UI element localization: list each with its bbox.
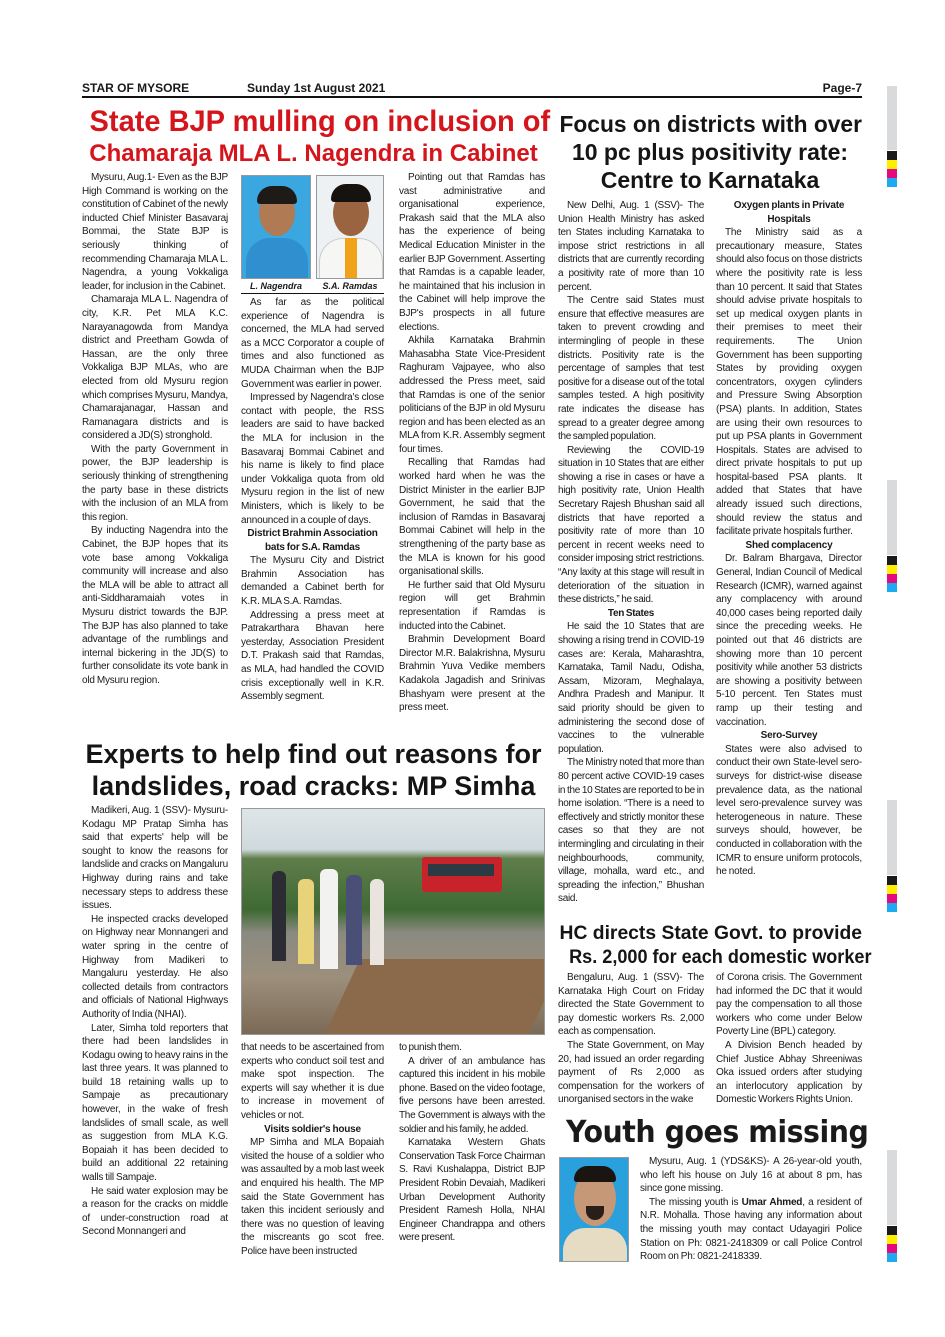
simha-column-2 [241,1041,384,1259]
missing-paragraph: Mysuru, Aug. 1 (YDS&KS)- A 26-year-old youth, who left his house on July 16 at about 8 pm, has since gone missing. [640,1156,862,1195]
registration-black [887,876,897,885]
paragraph: With the party Government in power, the BJP leadership is seriously thinking of strengthening the party base in these districts with the inclusion of an MLA from this region. [82,443,228,523]
registration-gray [887,1150,897,1225]
registration-cyan [887,903,897,912]
paragraph: He inspected cracks developed on Highway near Monnangeri and water spring in the centre of Highway from Madikeri to Mangaluru yesterday. He also collected details from contractors and officials of National Highways Authority of India (NHAI). [82,913,228,1020]
paragraph: He said the 10 States that are showing a rising trend in COVID-19 cases are: Kerala, Maharashtra, Karnataka, Tamil Nadu, Odisha, Assam, Mizoram, Meghalaya, Andhra Pradesh and Manipur. It said priority should be given to administering the second dose of vaccines to the vulnerable population. [558,621,704,755]
paragraph: Reviewing the COVID-19 situation in 10 States that are either showing a rise in cases or have a high positivity rate, Union Health Secretary Rajesh Bhushan said all districts that have reported a positivity rate of more than 10 percent in recent weeks need to consider imposing strict restrictions. “Any laxity at this stage will result in deterioration of the situation in these districts,” he said. [558,444,704,606]
paragraph: He said water explosion may be a reason for the cracks on middle of under-construction road at Second Monnangeri and [82,1185,228,1238]
photo-caption: L. Nagendra [249,281,302,291]
paragraph: A Division Bench headed by Chief Justice Abhay Shreeniwas Oka issued orders after studying an interlocutory application by Domestic Workers Rights Union. [716,1039,862,1106]
paragraph: A driver of an ambulance has captured this incident in his mobile phone. Based on the video footage, five persons have been arrested. The Government is always with the soldier and his family, he added. [399,1055,545,1135]
paragraph: The Mysuru City and District Brahmin Association has demanded a Cabinet berth for K.R. MLA S.A. Ramdas. [241,555,384,608]
registration-magenta [887,894,897,903]
paragraph: Akhila Karnataka Brahmin Mahasabha State Vice-President Raghuram Vajpayee, who also addressed the Press meet, said that Ramdas is one of the senior politicians of the BJP in old Mysuru region and has been elected as an MLA from K.R. Assembly segment four times. [399,335,545,455]
paragraph: Pointing out that Ramdas has vast administrative and organisational experience, Prakash said that the MLA also has the experience of being Medical Education Minister in the earlier BJP Government. Asserting that Ramdas is a capable leader, he maintained that his inclusion in the Cabinet will help improve the BJP's prospects in all future elections. [399,172,545,333]
paragraph: As far as the political experience of Nagendra is concerned, the MLA had served as a MCC Corporator a couple of times and also functioned as MUDA Chairman when the BJP Government was earlier in power. [241,297,384,390]
registration-yellow [887,565,897,574]
issue-date: Sunday 1st August 2021 [247,81,386,95]
newspaper-name: STAR OF MYSORE [82,81,190,95]
bjp-headline [82,104,551,140]
paragraph: Dr. Balram Bhargava, Director General, Indian Council of Medical Research (ICMR), warned against any complacency with around 40,000 cases being reported daily since the preceding weeks. He pointed out that 46 districts are showing more than 10 percent positivity while another 53 districts are showing a positivity between 5-10 percent. Ten States must ramp up their testing and vaccination. [716,553,862,728]
registration-yellow [887,1235,897,1244]
missing-youth-photo [559,1157,629,1262]
paragraph: Mysuru, Aug.1- Even as the BJP High Command is working on the constitution of Cabinet of the newly inducted Chief Minister Basavaraj Bommai, the State BJP is seriously thinking of recommending Chamaraja MLA L. Nagendra, a young Vokkaliga leader, for inclusion in the Cabinet. [82,172,228,292]
headline-line: State BJP mulling on inclusion of [89,105,551,138]
paragraph: He further said that Old Mysuru region will get Brahmin representation if Ramdas is inducted into the Cabinet. [399,579,545,632]
caption-rule [241,293,384,294]
covid-headline [558,110,862,194]
registration-black [887,1226,897,1235]
headline-line: Youth goes missing [565,1115,869,1150]
bjp-column-2 [241,296,384,704]
covid-column-2 [716,199,862,879]
registration-cyan [887,178,897,187]
paragraph: By inducting Nagendra into the Cabinet, the BJP hopes that its vote base among Vokkaliga community will increase and also the MLA will be able to attract all anti-Siddharamaiah votes in Mysuru district towards the BJP. The BJP has also planned to take advantage of the rumblings and internal bickering in the JD(S) to further consolidate its vote bank in old Mysuru region. [82,525,228,686]
page-number: Page-7 [822,81,862,95]
paragraph: Chamaraja MLA L. Nagendra of city, K.R. Pet MLA K.C. Narayanagowda from Mandya district and Preetham Gowda of Hassan, are the only three Vokkaliga BJP MLAs, who are elected from old Mysuru region which comprises Mysuru, Mandya, Chamarajanagar, Hassan and Ramanagara districts and is considered a JD(S) stronghold. [82,294,228,442]
missing-person-name: Umar Ahmed [741,1196,803,1208]
paragraph: Addressing a press meet at Patrakarthara Bhavan here yesterday, Association President D.T. Prakash said that Ramdas, as MLA, had handled the COVID crisis exceptionally well in K.R. Assembly segment. [241,609,384,703]
paragraph: Later, Simha told reporters that there had been landslides in Kodagu owing to heavy rains in the last three years. It was planned to build 18 retaining walls up to Sampaje as precautionary however, in the wake of fresh landslides of small scale, as well as suggestion from MLA K.G. Bopaiah it has been decided to build an additional 22 retaining walls till Sampaje. [82,1022,228,1184]
headline-line: Experts to help find out reasons for [85,739,542,769]
registration-yellow [887,160,897,169]
subheading: Shed complacency [745,539,833,551]
masthead-rule [82,96,862,98]
paragraph: to punish them. [399,1042,462,1053]
registration-black [887,556,897,565]
registration-cyan [887,583,897,592]
paragraph: States were also advised to conduct their own State-level sero-surveys for district-wise disease prevalence data, as the national level sero-prevalence survey was heterogeneous in nature. These surveys should, however, be conducted in collaboration with the ICMR to ensure uniform protocols, he noted. [716,743,862,878]
hc-headline [558,921,872,969]
bjp-subheadline [82,140,545,168]
paragraph: Madikeri, Aug. 1 (SSV)- Mysuru-Kodagu MP Pratap Simha has said that experts' help will be sought to know the reasons for landslide and cracks on Mangaluru Highway during rains and take necessary steps to address these issues. [82,805,228,912]
registration-black [887,151,897,160]
subheading: Oxygen plants in Private Hospitals [733,200,845,225]
missing-paragraph [640,1196,862,1264]
registration-magenta [887,1244,897,1253]
paragraph: Impressed by Nagendra's close contact with people, the RSS leaders are said to have backed the MLA for inclusion in the Basavaraj Bommai Cabinet and his name is likely to find place under Vokkaliga quota from old Mysuru region in the list of new Ministers, which is likely to be announced in a couple of days. [241,392,384,526]
landslide-inspection-photo [241,808,545,1035]
nagendra-photo [241,175,311,279]
registration-yellow [887,885,897,894]
bjp-column-1 [82,171,228,688]
headline-line: Focus on districts with over [559,111,862,137]
registration-gray [887,86,897,150]
text: , a resident of N.R. Mohalla. Those having any information about the missing youth may contact Udayagiri Police Station on Ph: 0821-2418309 or call Police Control Room on Ph: 0821-2418339. [640,1196,862,1263]
covid-column-1 [558,199,704,906]
headline-line: Rs. 2,000 for each domestic worker [569,946,872,968]
paragraph: The Ministry said as a precautionary measure, States should also focus on those districts where the positivity rate is less than 10 percent. It said that States should advise private hospitals to set up medical oxygen plants in their premises to meet their requirements. The Union Government has been supporting States by providing oxygen concentrators, oxygen cylinders and Pressure Swing Absorption (PSA) plants. In addition, States are using their own resources to put up PSA plants in Government Hospitals. States are advised to direct private hospitals to put up hospital-based PSA plants. It added that States that have already issued such directions, should review the status and facilitate private hospitals further. [716,227,862,538]
simha-column-1 [82,804,228,1239]
subheading: Ten States [607,607,655,619]
headline-line: landslides, road cracks: MP Simha [91,771,536,801]
paragraph: New Delhi, Aug. 1 (SSV)- The Union Health Ministry has asked ten States including Karnataka to impose strict restrictions in all districts that are currently recording a positivity rate of more than 10 percent. [558,200,704,293]
paragraph: The Ministry noted that more than 80 percent active COVID-19 cases in the 10 States are reported to be in home isolation. “There is a need to effectively and strictly monitor these cases so that they are not intermingling and circulating in their neighbourhoods, community, village, mohalla, ward etc., and spreading the infection,” Bhushan said. [558,757,704,905]
registration-gray [887,800,897,875]
headline-line: Chamaraja MLA L. Nagendra in Cabinet [89,140,538,167]
registration-magenta [887,169,897,178]
text: The missing youth is [649,1196,742,1208]
paragraph: of Corona crisis. The Government had informed the DC that it would pay the compensation to all those workers who come under Below Poverty Line (BPL) category. [716,972,862,1038]
simha-column-3 [399,1041,545,1245]
paragraph: The State Government, on May 20, had issued an order regarding payment of Rs 2,000 as compensation for the workers of unorganised sectors in the wake [558,1039,704,1106]
registration-magenta [887,574,897,583]
photo-caption: S.A. Ramdas [322,281,378,291]
paragraph: Recalling that Ramdas had worked hard when he was the District Minister in the earlier BJP Government, he said that the inclusion of Ramdas in Basavaraj Bommai Cabinet will help in the strengthening of the party base as the MLA is known for his good organisational skills. [399,457,545,578]
hc-column-2 [716,971,862,1107]
paragraph: Bengaluru, Aug. 1 (SSV)- The Karnataka High Court on Friday directed the State Government to pay domestic workers Rs. 2,000 each as compensation. [558,972,704,1038]
hc-column-1 [558,971,704,1107]
paragraph: The Centre said States must ensure that effective measures are taken to prevent crowding and intermingling of people in these districts. Positivity rate is the percentage of samples that test positive for a disease out of the total samples tested. A high positivity rate indicates the disease has spread to a greater degree among the sampled population. [558,295,704,443]
simha-headline [82,738,545,802]
paragraph: Karnataka Western Ghats Conservation Task Force Chairman S. Ravi Kushalappa, District BJP President Robin Devaiah, Madikeri Urban Development Authority President Ramesh Holla, NHAI Engineer Chandrappa and others were present. [399,1137,545,1244]
subheading: Visits soldier's house [264,1123,361,1135]
missing-headline [558,1114,869,1152]
headline-line: 10 pc plus positivity rate: [571,139,849,165]
paragraph: MP Simha and MLA Bopaiah visited the house of a soldier who was assaulted by a mob last week and enquired his health. The MP said the State Government has taken this incident seriously and there was no question of leaving the miscreants go scot free. Police have been instructed [241,1137,384,1257]
registration-cyan [887,1253,897,1262]
subheading: Sero-Survey [760,730,818,742]
ramdas-photo [316,175,384,279]
headline-line: HC directs State Govt. to provide [559,922,863,944]
paragraph: Brahmin Development Board Director M.R. Balakrishna, Mysuru Brahmin Yuva Vedike members Kadakola Jagadish and Srinivas Bhashyam were present at the press meet. [399,634,545,714]
bjp-column-3 [399,171,545,715]
subheading: District Brahmin Association bats for S.A. Ramdas [247,528,378,553]
registration-gray [887,480,897,555]
missing-body [640,1155,862,1264]
paragraph: that needs to be ascertained from experts who conduct soil test and make spot inspection. The experts will say whether it is due to increase in movement of vehicles or not. [241,1042,384,1121]
headline-line: Centre to Karnataka [600,167,820,193]
